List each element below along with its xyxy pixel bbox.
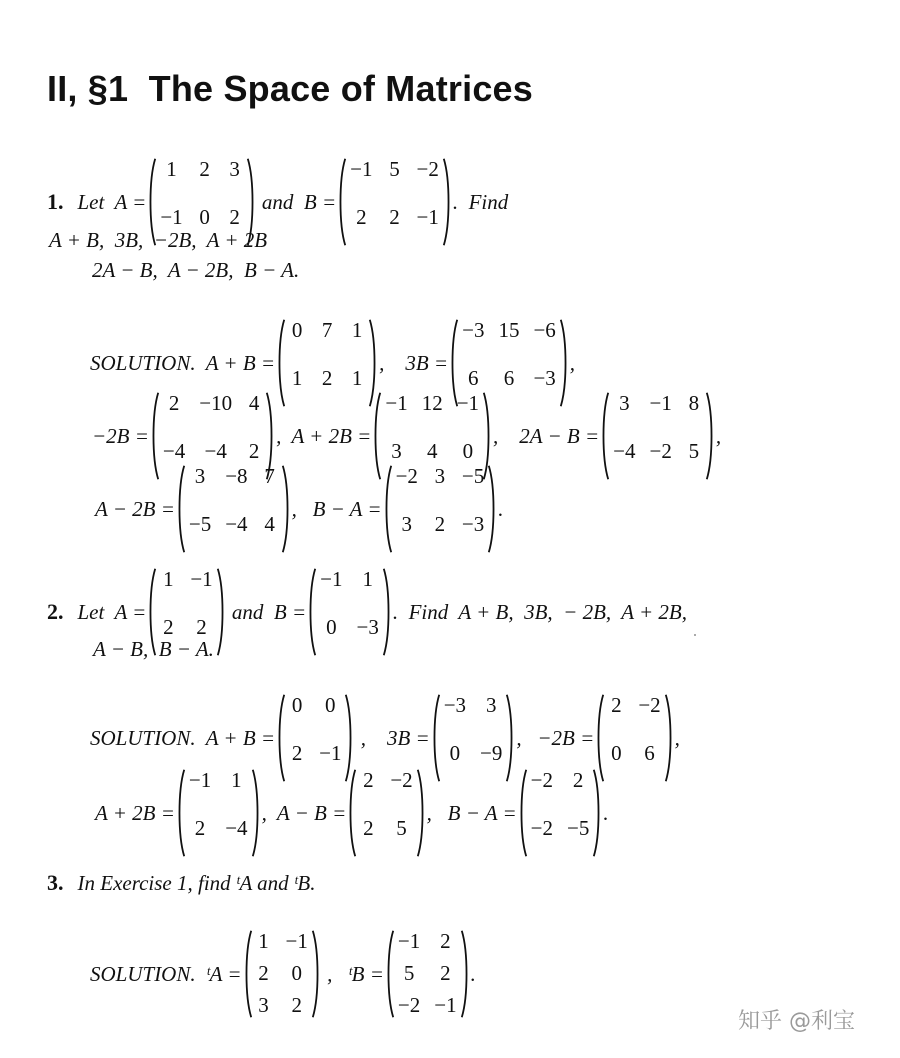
matrix-cell: 2 xyxy=(194,816,206,840)
left-paren xyxy=(308,567,317,657)
matrix-cell: 6 xyxy=(468,366,479,390)
matrix-cell: −1 xyxy=(385,391,408,415)
ex1-matrix-BmA xyxy=(384,464,497,554)
ex1-matrix-B xyxy=(338,157,451,247)
ex2-find: . Find A + B, 3B, − 2B, A + 2B, xyxy=(392,599,687,624)
solution-label: SOLUTION. xyxy=(90,961,196,986)
ex1-period: . xyxy=(498,496,504,521)
matrix-cell: −2 xyxy=(416,157,439,181)
ex1-tasks-line1 xyxy=(49,228,267,253)
matrix-cell: −1 xyxy=(190,567,213,591)
left-paren xyxy=(177,768,186,858)
matrix-cell: −1 xyxy=(649,391,672,415)
ex3-tB-label: , ᵗB = xyxy=(321,961,384,986)
matrix-cell: −1 xyxy=(416,205,439,229)
left-paren xyxy=(386,929,395,1019)
matrix-cell: −9 xyxy=(480,741,503,765)
matrix-cells xyxy=(253,929,311,1019)
scan-speck xyxy=(694,634,696,636)
ex3-solution-row xyxy=(90,929,476,1019)
right-paren xyxy=(382,567,391,657)
ex1-and: and B = xyxy=(256,189,337,214)
ex1-comma: , xyxy=(569,350,576,375)
matrix-cell: 2 xyxy=(163,615,174,639)
ex3-tA-label: ᵗA = xyxy=(195,961,242,986)
matrix-cell: 1 xyxy=(166,157,177,181)
matrix-cell: −4 xyxy=(225,512,248,536)
ex2-matrix-Ap2B xyxy=(177,768,260,858)
left-paren xyxy=(244,929,253,1019)
ex2-Ap2B-label: A + 2B = xyxy=(95,800,175,825)
matrix-cell: 2 xyxy=(248,439,260,463)
matrix-cell: 2 xyxy=(291,741,303,765)
matrix-cell: −4 xyxy=(204,439,227,463)
matrix-cell: 6 xyxy=(644,741,655,765)
ex3-matrix-tB xyxy=(386,929,469,1019)
ex1-tasks-text2: 2A − B, A − 2B, B − A. xyxy=(92,258,300,282)
ex2-3B-label: , 3B = xyxy=(355,725,430,750)
matrix-cell: 8 xyxy=(688,391,700,415)
matrix-cell: 3 xyxy=(258,993,269,1017)
ex2-tasks-line xyxy=(93,637,214,662)
ex2-matrix-B xyxy=(308,567,391,657)
matrix-cell: −1 xyxy=(350,157,373,181)
matrix-cell: −2 xyxy=(395,464,418,488)
matrix-cell: −1 xyxy=(188,768,212,792)
matrix-cell: −10 xyxy=(199,391,233,415)
matrix-cell: −3 xyxy=(533,366,556,390)
matrix-cell: 7 xyxy=(264,464,275,488)
matrix-cell: 2 xyxy=(196,615,207,639)
ex1-Am2B-label: A − 2B = xyxy=(95,496,175,521)
matrix-cell: −1 xyxy=(319,741,342,765)
matrix-cell: −1 xyxy=(397,929,421,953)
matrix-cell: −4 xyxy=(162,439,186,463)
ex2-period: . xyxy=(603,800,609,825)
matrix-cell: −6 xyxy=(533,318,556,342)
matrix-cell: 2 xyxy=(258,961,269,985)
matrix-cell: −1 xyxy=(456,391,480,415)
matrix-cell: −8 xyxy=(225,464,248,488)
matrix-cell: −3 xyxy=(356,615,379,639)
ex2-m2B-label: , −2B = xyxy=(516,725,595,750)
matrix-cell: 0 xyxy=(462,439,474,463)
right-paren xyxy=(460,929,469,1019)
matrix-cell: 2 xyxy=(229,205,240,229)
matrix-cell: 1 xyxy=(362,567,373,591)
matrix-cells xyxy=(395,929,460,1019)
ex1-tasks-line2 xyxy=(92,258,299,283)
matrix-cell: 1 xyxy=(291,366,303,390)
watermark: 知乎 @利宝 xyxy=(738,1009,855,1034)
matrix-cell: 0 xyxy=(199,205,210,229)
ex1-matrix-Am2B xyxy=(177,464,290,554)
matrix-cell: 2 xyxy=(434,512,446,536)
matrix-cell: −2 xyxy=(530,768,553,792)
ex1-3B-label: , 3B = xyxy=(379,350,449,375)
matrix-cell: 7 xyxy=(321,318,333,342)
matrix-cell: −1 xyxy=(434,993,457,1017)
matrix-cell: 0 xyxy=(325,693,336,717)
matrix-cell: 2 xyxy=(363,768,374,792)
left-paren xyxy=(338,157,347,247)
matrix-cell: 2 xyxy=(199,157,210,181)
matrix-cell: −2 xyxy=(530,816,553,840)
matrix-cell: 3 xyxy=(194,464,206,488)
matrix-cell: 3 xyxy=(401,512,412,536)
matrix-cell: 15 xyxy=(498,318,520,342)
matrix-cell: 4 xyxy=(264,512,275,536)
matrix-cell: −3 xyxy=(443,693,467,717)
matrix-cell: 2 xyxy=(363,816,374,840)
ex1-solution-row3 xyxy=(95,464,504,554)
left-paren xyxy=(601,391,610,481)
matrix-cell: 4 xyxy=(248,391,260,415)
ex2-comma: , xyxy=(674,725,680,750)
matrix-cell: 3 xyxy=(391,439,402,463)
right-paren xyxy=(311,929,320,1019)
matrix-cell: 3 xyxy=(485,693,497,717)
matrix-cell: 12 xyxy=(421,391,443,415)
ex1-BmA-label: , B − A = xyxy=(291,496,382,521)
solution-label: SOLUTION. xyxy=(90,725,196,750)
ex2-tasks-text: A − B, B − A. xyxy=(93,637,214,661)
ex1-Ap2B-label: , A + 2B = xyxy=(276,423,372,448)
matrix-cell: 0 xyxy=(611,741,622,765)
matrix-cells xyxy=(610,391,705,481)
matrix-cell: 3 xyxy=(619,391,630,415)
ex3-statement xyxy=(47,870,316,896)
ex1-comma2: , xyxy=(715,423,722,448)
ex1-m2B-label: −2B = xyxy=(92,423,149,448)
ex2-BmA-label: , B − A = xyxy=(426,800,517,825)
matrix-cell: 2 xyxy=(321,366,333,390)
matrix-cell: 1 xyxy=(351,318,363,342)
matrix-cell: −4 xyxy=(613,439,636,463)
matrix-cell: 2 xyxy=(440,929,451,953)
matrix-cell: 0 xyxy=(449,741,461,765)
matrix-cell: −4 xyxy=(225,816,248,840)
left-paren xyxy=(384,464,393,554)
ex2-let: Let A = xyxy=(77,599,147,624)
matrix-cell: 2 xyxy=(572,768,584,792)
matrix-cell: −1 xyxy=(285,929,308,953)
matrix-cell: 2 xyxy=(440,961,451,985)
matrix-cells xyxy=(317,567,382,657)
left-paren xyxy=(348,768,357,858)
matrix-cell: 2 xyxy=(611,693,622,717)
ex2-ApB-label: A + B = xyxy=(195,725,276,750)
right-paren xyxy=(281,464,290,554)
left-paren xyxy=(177,464,186,554)
matrix-cells xyxy=(186,768,251,858)
matrix-cell: −2 xyxy=(649,439,672,463)
matrix-cell: 0 xyxy=(326,615,337,639)
matrix-cell: −5 xyxy=(188,512,212,536)
matrix-cell: −2 xyxy=(397,993,421,1017)
matrix-cell: 2 xyxy=(291,993,302,1017)
right-paren xyxy=(442,157,451,247)
matrix-cell: 5 xyxy=(688,439,700,463)
matrix-cell: −3 xyxy=(462,318,485,342)
matrix-cell: −1 xyxy=(160,205,183,229)
ex2-solution-row2 xyxy=(95,768,609,858)
matrix-cells xyxy=(605,693,663,783)
matrix-cell: 0 xyxy=(291,693,303,717)
matrix-cell: −5 xyxy=(567,816,590,840)
matrix-cell: 2 xyxy=(389,205,400,229)
matrix-cells xyxy=(528,768,593,858)
matrix-cell: 0 xyxy=(291,961,302,985)
left-paren xyxy=(519,768,528,858)
right-paren xyxy=(705,391,714,481)
matrix-cell: 6 xyxy=(503,366,515,390)
matrix-cell: 5 xyxy=(403,961,415,985)
ex2-AmB-label: , A − B = xyxy=(261,800,347,825)
ex2-number: 2. xyxy=(47,599,64,624)
right-paren xyxy=(251,768,260,858)
right-paren xyxy=(664,693,673,783)
matrix-cell: 1 xyxy=(351,366,363,390)
right-paren xyxy=(592,768,601,858)
ex1-number: 1. xyxy=(47,189,64,214)
ex2-matrix-AmB xyxy=(348,768,424,858)
ex2-matrix-BmA xyxy=(519,768,602,858)
right-paren xyxy=(416,768,425,858)
ex1-matrix-2AmB xyxy=(601,391,714,481)
matrix-cells xyxy=(357,768,415,858)
ex3-text: In Exercise 1, find ᵗA and ᵗB. xyxy=(77,870,316,895)
matrix-cell: 3 xyxy=(229,157,240,181)
matrix-cells xyxy=(393,464,488,554)
matrix-cell: 5 xyxy=(389,157,400,181)
matrix-cell: 1 xyxy=(258,929,269,953)
matrix-cell: −2 xyxy=(390,768,413,792)
matrix-cells xyxy=(186,464,281,554)
matrix-cells xyxy=(347,157,442,247)
matrix-cell: −1 xyxy=(320,567,343,591)
matrix-cell: −2 xyxy=(638,693,661,717)
right-paren xyxy=(216,567,225,657)
ex1-let: Let A = xyxy=(77,189,147,214)
matrix-cell: 1 xyxy=(231,768,242,792)
ex3-matrix-tA xyxy=(244,929,320,1019)
ex2-and: and B = xyxy=(226,599,307,624)
matrix-cell: 2 xyxy=(168,391,180,415)
ex1-tasks-text1: A + B, 3B, −2B, A + 2B xyxy=(49,228,268,252)
matrix-cell: 5 xyxy=(396,816,407,840)
matrix-cell: 0 xyxy=(291,318,303,342)
matrix-cell: −5 xyxy=(461,464,485,488)
matrix-cell: 4 xyxy=(426,439,438,463)
ex3-number: 3. xyxy=(47,870,64,895)
matrix-cell: 3 xyxy=(434,464,446,488)
ex3-period: . xyxy=(470,961,476,986)
matrix-cell: 1 xyxy=(163,567,174,591)
matrix-cell: 2 xyxy=(356,205,367,229)
ex1-ApB-label: A + B = xyxy=(195,350,276,375)
ex1-find: . Find xyxy=(452,189,509,214)
page-title: II, §1 The Space of Matrices xyxy=(47,68,533,109)
solution-label: SOLUTION. xyxy=(90,350,196,375)
ex1-2AmB-label: , 2A − B = xyxy=(493,423,600,448)
matrix-cell: −3 xyxy=(461,512,485,536)
right-paren xyxy=(487,464,496,554)
